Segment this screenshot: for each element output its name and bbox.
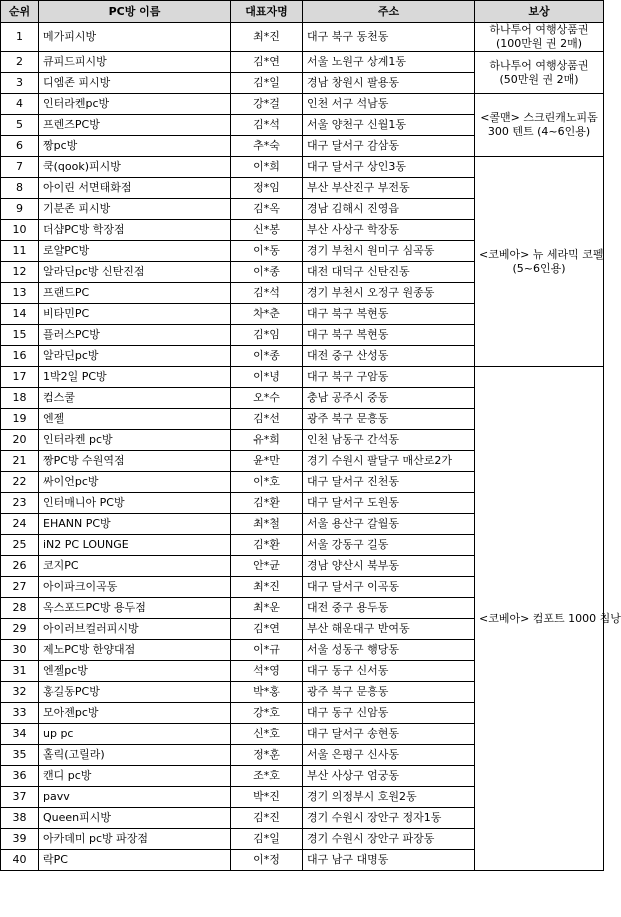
representative-cell: 안*균 bbox=[231, 556, 303, 577]
pcbang-name-cell: 인터라켄pc방 bbox=[39, 94, 231, 115]
address-cell: 서울 강동구 길동 bbox=[303, 535, 475, 556]
rank-cell: 17 bbox=[1, 367, 39, 388]
pcbang-name-cell: 인터라켄 pc방 bbox=[39, 430, 231, 451]
pcbang-name-cell: 모아젠pc방 bbox=[39, 703, 231, 724]
rank-cell: 23 bbox=[1, 493, 39, 514]
reward-line: 하나투어 여행상품권 bbox=[489, 23, 589, 36]
reward-line: 하나투어 여행상품권 bbox=[489, 58, 589, 72]
representative-cell: 유*희 bbox=[231, 430, 303, 451]
address-cell: 대전 대덕구 신탄진동 bbox=[303, 262, 475, 283]
rank-cell: 27 bbox=[1, 577, 39, 598]
table-row bbox=[1, 94, 604, 115]
representative-cell: 김*환 bbox=[231, 493, 303, 514]
rank-cell: 10 bbox=[1, 220, 39, 241]
representative-cell: 김*일 bbox=[231, 73, 303, 94]
representative-cell: 김*석 bbox=[231, 283, 303, 304]
pcbang-name-cell: pavv bbox=[39, 787, 231, 808]
rank-cell: 25 bbox=[1, 535, 39, 556]
rank-cell: 35 bbox=[1, 745, 39, 766]
representative-cell: 오*수 bbox=[231, 388, 303, 409]
pcbang-name-cell: 로얄PC방 bbox=[39, 241, 231, 262]
pcbang-name-cell: 홍길동PC방 bbox=[39, 682, 231, 703]
rank-cell: 20 bbox=[1, 430, 39, 451]
rank-cell: 32 bbox=[1, 682, 39, 703]
pcbang-name-cell: 싸이언pc방 bbox=[39, 472, 231, 493]
rank-cell: 38 bbox=[1, 808, 39, 829]
address-cell: 부산 부산진구 부전동 bbox=[303, 178, 475, 199]
rank-cell: 39 bbox=[1, 829, 39, 850]
address-cell: 서울 양천구 신월1동 bbox=[303, 115, 475, 136]
reward-line: <콜맨> 스크린캐노피돔 bbox=[480, 111, 598, 124]
address-cell: 대전 중구 용두동 bbox=[303, 598, 475, 619]
representative-cell: 최*진 bbox=[231, 23, 303, 52]
pcbang-name-cell: 짱PC방 수원역점 bbox=[39, 451, 231, 472]
pcbang-name-cell: 알라딘pc방 신탄진점 bbox=[39, 262, 231, 283]
representative-cell: 정*임 bbox=[231, 178, 303, 199]
rank-cell: 37 bbox=[1, 787, 39, 808]
representative-cell: 최*운 bbox=[231, 598, 303, 619]
rank-cell: 2 bbox=[1, 52, 39, 73]
representative-cell: 김*옥 bbox=[231, 199, 303, 220]
table-row bbox=[1, 367, 604, 388]
rank-cell: 40 bbox=[1, 850, 39, 871]
representative-cell: 강*걸 bbox=[231, 94, 303, 115]
rank-cell: 21 bbox=[1, 451, 39, 472]
pcbang-name-cell: 캔디 pc방 bbox=[39, 766, 231, 787]
rank-cell: 26 bbox=[1, 556, 39, 577]
address-cell: 부산 해운대구 반여동 bbox=[303, 619, 475, 640]
representative-cell: 추*숙 bbox=[231, 136, 303, 157]
representative-cell: 김*선 bbox=[231, 409, 303, 430]
header-reward: 보상 bbox=[475, 1, 604, 23]
rank-cell: 3 bbox=[1, 73, 39, 94]
representative-cell: 김*임 bbox=[231, 325, 303, 346]
pcbang-name-cell: 비타민PC bbox=[39, 304, 231, 325]
address-cell: 대구 북구 동천동 bbox=[303, 23, 475, 52]
reward-line: <코베아> 컴포트 1000 침낭 bbox=[479, 611, 621, 625]
reward-cell bbox=[475, 367, 621, 871]
representative-cell: 이*정 bbox=[231, 850, 303, 871]
pcbang-name-cell: 쿡(qook)피시방 bbox=[39, 157, 231, 178]
pcbang-name-cell: 1박2일 PC방 bbox=[39, 367, 231, 388]
address-cell: 대구 달서구 상인3동 bbox=[303, 157, 475, 178]
rank-cell: 29 bbox=[1, 619, 39, 640]
address-cell: 대구 북구 복현동 bbox=[303, 325, 475, 346]
address-cell: 경기 의정부시 호원2동 bbox=[303, 787, 475, 808]
rank-cell: 5 bbox=[1, 115, 39, 136]
representative-cell: 이*녕 bbox=[231, 367, 303, 388]
pcbang-name-cell: 아이러브컬러피시방 bbox=[39, 619, 231, 640]
representative-cell: 정*훈 bbox=[231, 745, 303, 766]
address-cell: 부산 사상구 학장동 bbox=[303, 220, 475, 241]
address-cell: 대구 달서구 진천동 bbox=[303, 472, 475, 493]
reward-line: <코베아> 뉴 세라믹 코펠 bbox=[479, 247, 604, 261]
rank-cell: 9 bbox=[1, 199, 39, 220]
rank-cell: 7 bbox=[1, 157, 39, 178]
pcbang-name-cell: EHANN PC방 bbox=[39, 514, 231, 535]
pcbang-name-cell: 프랜드PC bbox=[39, 283, 231, 304]
rank-cell: 34 bbox=[1, 724, 39, 745]
pcbang-name-cell: 메가피시방 bbox=[39, 23, 231, 52]
representative-cell: 이*규 bbox=[231, 640, 303, 661]
representative-cell: 강*호 bbox=[231, 703, 303, 724]
address-cell: 부산 사상구 엄궁동 bbox=[303, 766, 475, 787]
pcbang-name-cell: 기분존 피시방 bbox=[39, 199, 231, 220]
address-cell: 경기 수원시 장안구 파장동 bbox=[303, 829, 475, 850]
address-cell: 대구 북구 구암동 bbox=[303, 367, 475, 388]
pcbang-name-cell: 더샵PC방 학장점 bbox=[39, 220, 231, 241]
reward-line: (5~6인용) bbox=[512, 261, 566, 275]
pcbang-name-cell: 디엠존 피시방 bbox=[39, 73, 231, 94]
representative-cell: 최*철 bbox=[231, 514, 303, 535]
representative-cell: 김*진 bbox=[231, 808, 303, 829]
pcbang-name-cell: 컴스쿨 bbox=[39, 388, 231, 409]
representative-cell: 이*희 bbox=[231, 157, 303, 178]
address-cell: 대구 동구 신암동 bbox=[303, 703, 475, 724]
reward-line: (50만원 권 2매) bbox=[499, 72, 579, 86]
rank-cell: 16 bbox=[1, 346, 39, 367]
representative-cell: 이*종 bbox=[231, 262, 303, 283]
address-cell: 경기 부천시 원미구 심곡동 bbox=[303, 241, 475, 262]
address-cell: 인천 서구 석남동 bbox=[303, 94, 475, 115]
pcbang-name-cell: 플러스PC방 bbox=[39, 325, 231, 346]
address-cell: 인천 남동구 간석동 bbox=[303, 430, 475, 451]
rank-cell: 18 bbox=[1, 388, 39, 409]
rank-cell: 11 bbox=[1, 241, 39, 262]
rank-cell: 6 bbox=[1, 136, 39, 157]
representative-cell: 차*춘 bbox=[231, 304, 303, 325]
address-cell: 충남 공주시 중동 bbox=[303, 388, 475, 409]
table-row bbox=[1, 157, 604, 178]
representative-cell: 이*종 bbox=[231, 346, 303, 367]
rank-cell: 36 bbox=[1, 766, 39, 787]
address-cell: 대구 남구 대명동 bbox=[303, 850, 475, 871]
reward-cell bbox=[475, 23, 604, 52]
representative-cell: 신*호 bbox=[231, 724, 303, 745]
address-cell: 서울 노원구 상계1동 bbox=[303, 52, 475, 73]
rank-cell: 4 bbox=[1, 94, 39, 115]
pcbang-name-cell: 큐피드피시방 bbox=[39, 52, 231, 73]
pcbang-name-cell: 엔젤pc방 bbox=[39, 661, 231, 682]
rank-cell: 19 bbox=[1, 409, 39, 430]
representative-cell: 김*석 bbox=[231, 115, 303, 136]
address-cell: 경기 수원시 팔달구 매산로2가 bbox=[303, 451, 475, 472]
address-cell: 서울 용산구 갈월동 bbox=[303, 514, 475, 535]
address-cell: 경기 수원시 장안구 정자1동 bbox=[303, 808, 475, 829]
pcbang-name-cell: 아이파크이곡동 bbox=[39, 577, 231, 598]
representative-cell: 석*영 bbox=[231, 661, 303, 682]
header-rep: 대표자명 bbox=[231, 1, 303, 23]
rank-cell: 12 bbox=[1, 262, 39, 283]
address-cell: 경남 양산시 북부동 bbox=[303, 556, 475, 577]
representative-cell: 최*진 bbox=[231, 577, 303, 598]
address-cell: 대구 달서구 감삼동 bbox=[303, 136, 475, 157]
representative-cell: 이*호 bbox=[231, 472, 303, 493]
address-cell: 경남 김해시 진영읍 bbox=[303, 199, 475, 220]
pcbang-name-cell: 엔젤 bbox=[39, 409, 231, 430]
address-cell: 광주 북구 문흥동 bbox=[303, 682, 475, 703]
pcbang-name-cell: 프렌즈PC방 bbox=[39, 115, 231, 136]
representative-cell: 박*홍 bbox=[231, 682, 303, 703]
pcbang-name-cell: 인터매니아 PC방 bbox=[39, 493, 231, 514]
rank-cell: 8 bbox=[1, 178, 39, 199]
pcbang-name-cell: 옥스포드PC방 용두점 bbox=[39, 598, 231, 619]
rank-cell: 13 bbox=[1, 283, 39, 304]
address-cell: 경남 창원시 팔용동 bbox=[303, 73, 475, 94]
reward-cell bbox=[475, 52, 604, 94]
address-cell: 대구 북구 복현동 bbox=[303, 304, 475, 325]
header-row bbox=[1, 1, 604, 23]
reward-cell bbox=[475, 94, 604, 157]
reward-cell bbox=[475, 157, 604, 367]
header-name: PC방 이름 bbox=[39, 1, 231, 23]
address-cell: 대구 달서구 송현동 bbox=[303, 724, 475, 745]
representative-cell: 김*연 bbox=[231, 52, 303, 73]
pcbang-name-cell: up pc bbox=[39, 724, 231, 745]
pcbang-name-cell: 알라딘pc방 bbox=[39, 346, 231, 367]
table-body bbox=[1, 23, 621, 871]
table-row bbox=[1, 52, 604, 73]
rank-cell: 24 bbox=[1, 514, 39, 535]
representative-cell: 윤*만 bbox=[231, 451, 303, 472]
pcbang-name-cell: 제노PC방 한양대점 bbox=[39, 640, 231, 661]
address-cell: 대구 동구 신서동 bbox=[303, 661, 475, 682]
address-cell: 서울 성동구 행당동 bbox=[303, 640, 475, 661]
address-cell: 대구 달서구 이곡동 bbox=[303, 577, 475, 598]
address-cell: 대구 달서구 도원동 bbox=[303, 493, 475, 514]
representative-cell: 김*일 bbox=[231, 829, 303, 850]
header-addr: 주소 bbox=[303, 1, 475, 23]
representative-cell: 신*봉 bbox=[231, 220, 303, 241]
reward-line: 300 텐트 (4~6인용) bbox=[487, 125, 591, 138]
representative-cell: 조*호 bbox=[231, 766, 303, 787]
representative-cell: 김*환 bbox=[231, 535, 303, 556]
rank-cell: 22 bbox=[1, 472, 39, 493]
rank-cell: 14 bbox=[1, 304, 39, 325]
address-cell: 경기 부천시 오정구 원종동 bbox=[303, 283, 475, 304]
pcbang-name-cell: Queen피시방 bbox=[39, 808, 231, 829]
pcbang-name-cell: 아이린 서면태화점 bbox=[39, 178, 231, 199]
rank-cell: 30 bbox=[1, 640, 39, 661]
pcbang-name-cell: 짱pc방 bbox=[39, 136, 231, 157]
representative-cell: 김*연 bbox=[231, 619, 303, 640]
address-cell: 대전 중구 산성동 bbox=[303, 346, 475, 367]
rank-cell: 28 bbox=[1, 598, 39, 619]
header-rank: 순위 bbox=[1, 1, 39, 23]
pcbang-name-cell: 코지PC bbox=[39, 556, 231, 577]
rank-cell: 31 bbox=[1, 661, 39, 682]
representative-cell: 이*동 bbox=[231, 241, 303, 262]
pcbang-name-cell: 락PC bbox=[39, 850, 231, 871]
pcbang-name-cell: 홀릭(고릴라) bbox=[39, 745, 231, 766]
address-cell: 서울 은평구 신사동 bbox=[303, 745, 475, 766]
address-cell: 광주 북구 문흥동 bbox=[303, 409, 475, 430]
reward-line: (100만원 권 2매) bbox=[495, 37, 583, 50]
pcbang-name-cell: iN2 PC LOUNGE bbox=[39, 535, 231, 556]
table-row bbox=[1, 23, 604, 52]
rank-cell: 1 bbox=[1, 23, 39, 52]
rank-cell: 33 bbox=[1, 703, 39, 724]
representative-cell: 박*진 bbox=[231, 787, 303, 808]
pcbang-name-cell: 아카데미 pc방 파장점 bbox=[39, 829, 231, 850]
rank-cell: 15 bbox=[1, 325, 39, 346]
